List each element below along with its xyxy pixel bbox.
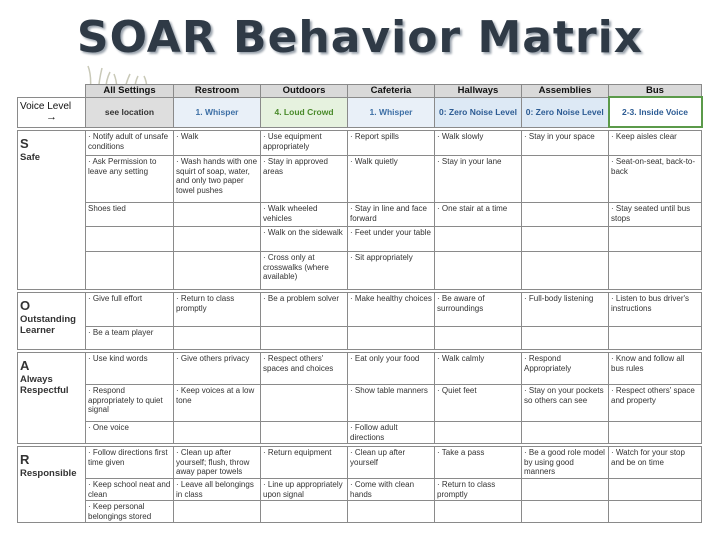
- voice-level-cell: 4. Loud Crowd: [261, 97, 348, 127]
- matrix-cell: [522, 422, 609, 444]
- column-header: Outdoors: [261, 85, 348, 98]
- matrix-cell: · Stay in your space: [522, 131, 609, 156]
- matrix-cell: [609, 479, 702, 501]
- matrix-cell: [348, 501, 435, 523]
- table-row: [18, 203, 702, 227]
- matrix-cell: [261, 501, 348, 523]
- voice-level-cell: 1. Whisper: [348, 97, 435, 127]
- matrix-cell: · Sit appropriately: [348, 252, 435, 290]
- matrix-cell: · Stay in your lane: [435, 156, 522, 203]
- matrix-cell: [86, 252, 174, 290]
- matrix-cell: [522, 227, 609, 252]
- matrix-cell: · Make healthy choices: [348, 293, 435, 327]
- section-letter: A: [20, 358, 30, 373]
- voice-level-cell: 0: Zero Noise Level: [435, 97, 522, 127]
- matrix-cell: · Quiet feet: [435, 385, 522, 422]
- page-title: SOAR Behavior Matrix: [76, 12, 644, 63]
- table-row: [18, 227, 702, 252]
- table-row: [18, 353, 702, 385]
- matrix-cell: · Give others privacy: [174, 353, 261, 385]
- table-row: [18, 385, 702, 422]
- matrix-cell: · Return to class promptly: [174, 293, 261, 327]
- behavior-matrix-table: [17, 84, 703, 523]
- arrow-right-icon: →: [46, 111, 57, 123]
- table-row: [18, 479, 702, 501]
- voice-level-cell: 1. Whisper: [174, 97, 261, 127]
- matrix-cell: · Return to class promptly: [435, 479, 522, 501]
- table-row: [18, 447, 702, 479]
- matrix-cell: · Eat only your food: [348, 353, 435, 385]
- section-word: Outstanding Learner: [20, 314, 76, 336]
- matrix-cell: · Be a problem solver: [261, 293, 348, 327]
- section-letter: O: [20, 298, 31, 313]
- matrix-cell: · Walk quietly: [348, 156, 435, 203]
- matrix-cell: [522, 252, 609, 290]
- table-row: [18, 501, 702, 523]
- table-row: [18, 252, 702, 290]
- matrix-cell: · Ask Permission to leave any setting: [86, 156, 174, 203]
- matrix-cell: [435, 422, 522, 444]
- matrix-cell: [174, 422, 261, 444]
- matrix-cell: · Cross only at crosswalks (where available): [261, 252, 348, 290]
- matrix-cell: · Return equipment: [261, 447, 348, 479]
- matrix-cell: · Leave all belongings in class: [174, 479, 261, 501]
- matrix-cell: [522, 203, 609, 227]
- matrix-cell: [609, 227, 702, 252]
- matrix-cell: · Use equipment appropriately: [261, 131, 348, 156]
- matrix-cell: · Stay in approved areas: [261, 156, 348, 203]
- matrix-cell: · Give full effort: [86, 293, 174, 327]
- matrix-cell: · Respect others' space and property: [609, 385, 702, 422]
- column-header: All Settings: [86, 85, 174, 98]
- matrix-cell: [609, 327, 702, 350]
- matrix-cell: · Walk: [174, 131, 261, 156]
- matrix-cell: [261, 327, 348, 350]
- section-word: Responsible: [20, 468, 77, 479]
- matrix-cell: [174, 252, 261, 290]
- matrix-cell: · Use kind words: [86, 353, 174, 385]
- matrix-cell: · Walk calmly: [435, 353, 522, 385]
- matrix-cell: · Stay seated until bus stops: [609, 203, 702, 227]
- matrix-cell: [261, 422, 348, 444]
- matrix-cell: · Stay in line and face forward: [348, 203, 435, 227]
- column-header: Cafeteria: [348, 85, 435, 98]
- matrix-cell: [435, 327, 522, 350]
- matrix-cell: · Walk on the sidewalk: [261, 227, 348, 252]
- section-letter: S: [20, 136, 29, 151]
- table-row: [18, 293, 702, 327]
- matrix-cell: · Respond appropriately to quiet signal: [86, 385, 174, 422]
- matrix-cell: [174, 227, 261, 252]
- matrix-cell: · Follow directions first time given: [86, 447, 174, 479]
- matrix-cell: · Keep voices at a low tone: [174, 385, 261, 422]
- column-header: Restroom: [174, 85, 261, 98]
- section-label-o: [18, 293, 86, 350]
- matrix-cell: · Report spills: [348, 131, 435, 156]
- voice-level-cell: see location: [86, 97, 174, 127]
- matrix-cell: [86, 227, 174, 252]
- matrix-cell: · Be aware of surroundings: [435, 293, 522, 327]
- matrix-cell: [522, 156, 609, 203]
- matrix-cell: [174, 501, 261, 523]
- matrix-cell: · Full-body listening: [522, 293, 609, 327]
- matrix-cell: [174, 327, 261, 350]
- section-word: Safe: [20, 152, 41, 163]
- matrix-cell: · Wash hands with one squirt of soap, water, and only two paper towel pushes: [174, 156, 261, 203]
- matrix-cell: · Listen to bus driver's instructions: [609, 293, 702, 327]
- matrix-cell: · Clean up after yourself; flush, throw away paper towels: [174, 447, 261, 479]
- matrix-cell: [174, 203, 261, 227]
- matrix-cell: [435, 227, 522, 252]
- matrix-cell: · Feet under your table: [348, 227, 435, 252]
- voice-level-label: Voice Level →: [18, 97, 86, 127]
- matrix-cell: · Respect others' spaces and choices: [261, 353, 348, 385]
- matrix-cell: · Be a team player: [86, 327, 174, 350]
- matrix-cell: [522, 501, 609, 523]
- matrix-cell: [522, 479, 609, 501]
- matrix-cell: [609, 501, 702, 523]
- matrix-cell: [609, 422, 702, 444]
- corner-cell: [18, 85, 86, 98]
- matrix-cell: · One stair at a time: [435, 203, 522, 227]
- matrix-cell: · Keep aisles clear: [609, 131, 702, 156]
- matrix-cell: · Clean up after yourself: [348, 447, 435, 479]
- matrix-cell: · Stay on your pockets so others can see: [522, 385, 609, 422]
- table-row: [18, 422, 702, 444]
- table-row: [18, 131, 702, 156]
- voice-level-row: [18, 97, 702, 127]
- matrix-cell: · Take a pass: [435, 447, 522, 479]
- section-label-s: [18, 131, 86, 290]
- matrix-cell: Shoes tied: [86, 203, 174, 227]
- section-letter: R: [20, 452, 30, 467]
- matrix-cell: [435, 501, 522, 523]
- matrix-cell: · Seat-on-seat, back-to-back: [609, 156, 702, 203]
- matrix-cell: · Keep personal belongings stored: [86, 501, 174, 523]
- voice-level-cell: 2-3. Inside Voice: [609, 97, 702, 127]
- matrix-cell: [609, 252, 702, 290]
- matrix-cell: · Watch for your stop and be on time: [609, 447, 702, 479]
- matrix-cell: · Notify adult of unsafe conditions: [86, 131, 174, 156]
- table-row: [18, 327, 702, 350]
- matrix-cell: [435, 252, 522, 290]
- matrix-cell: · Walk wheeled vehicles: [261, 203, 348, 227]
- matrix-cell: · Know and follow all bus rules: [609, 353, 702, 385]
- matrix-cell: · Show table manners: [348, 385, 435, 422]
- matrix-cell: [522, 327, 609, 350]
- matrix-cell: · Follow adult directions: [348, 422, 435, 444]
- matrix-cell: · Keep school neat and clean: [86, 479, 174, 501]
- matrix-cell: · Line up appropriately upon signal: [261, 479, 348, 501]
- matrix-cell: · Be a good role model by using good manners: [522, 447, 609, 479]
- matrix-cell: · Respond Appropriately: [522, 353, 609, 385]
- column-header: Hallways: [435, 85, 522, 98]
- matrix-cell: [348, 327, 435, 350]
- column-header: Bus: [609, 85, 702, 98]
- matrix-cell: · Walk slowly: [435, 131, 522, 156]
- section-label-a: [18, 353, 86, 444]
- table-row: [18, 156, 702, 203]
- section-label-r: [18, 447, 86, 523]
- voice-level-cell: 0: Zero Noise Level: [522, 97, 609, 127]
- matrix-cell: · Come with clean hands: [348, 479, 435, 501]
- matrix-cell: · One voice: [86, 422, 174, 444]
- matrix-cell: [261, 385, 348, 422]
- column-header: Assemblies: [522, 85, 609, 98]
- section-word: Always Respectful: [20, 374, 69, 396]
